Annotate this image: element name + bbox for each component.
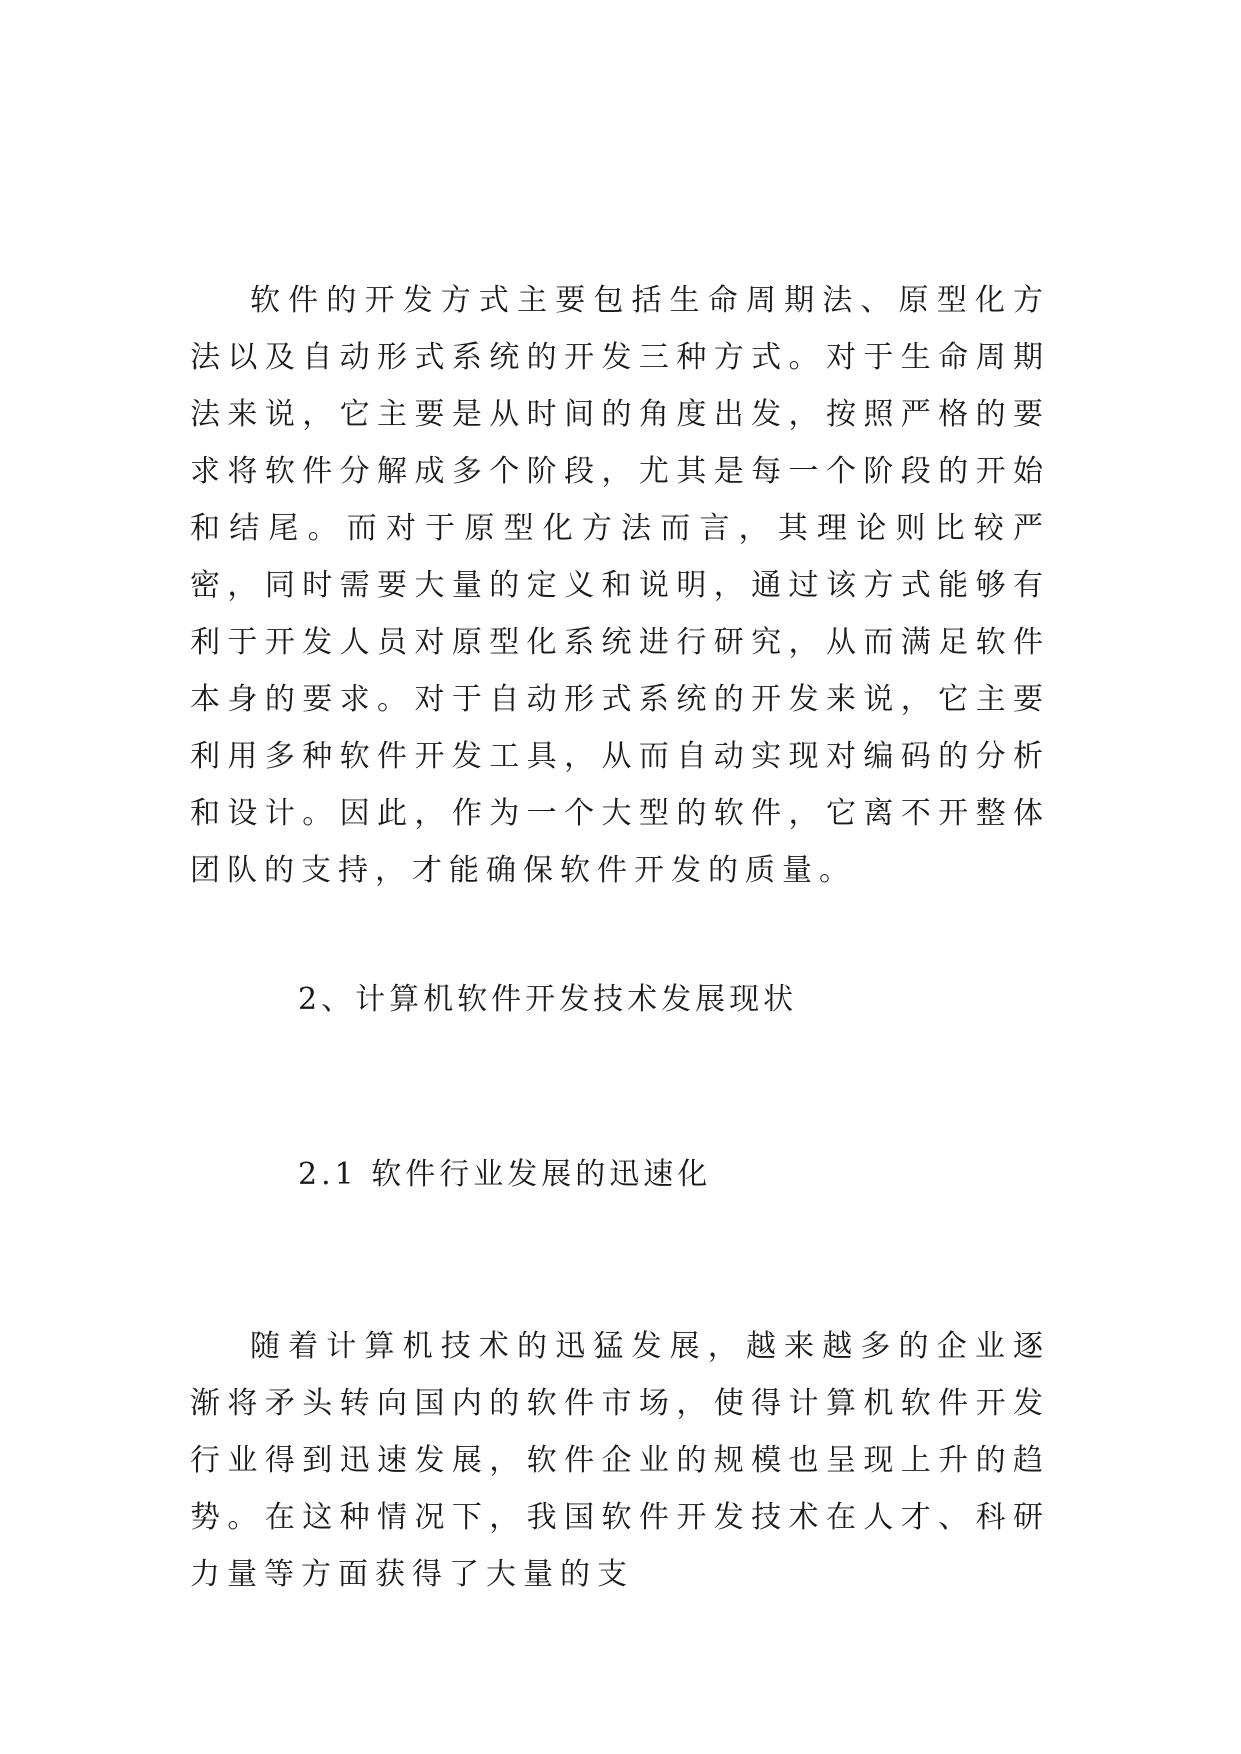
paragraph-development-methods: 软件的开发方式主要包括生命周期法、原型化方法以及自动形式系统的开发三种方式。对于生命周期法来说，它主要是从时间的角度出发，按照严格的要求将软件分解成多个阶段，尤其是每一个阶段的开始和结尾。而对于原型化方法而言，其理论则比较严密，同时需要大量的定义和说明，通过该方式能够有利于开发人员对原型化系统进行研究，从而满足软件本身的要求。对于自动形式系统的开发来说，它主要利用多种软件开发工具，从而自动实现对编码的分析和设计。因此，作为一个大型的软件，它离不开整体团队的支持，才能确保软件开发的质量。 — [190, 283, 1050, 888]
paragraph-industry-growth: 随着计算机技术的迅猛发展，越来越多的企业逐渐将矛头转向国内的软件市场，使得计算机软件开发行业得到迅速发展，软件企业的规模也呈现上升的趋势。在这种情况下，我国软件开发技术在人才、科研力量等方面获得了大量的支 — [190, 1329, 1050, 1592]
section-heading: 2、计算机软件开发技术发展现状 — [298, 982, 798, 1017]
subsection-heading: 2.1 软件行业发展的迅速化 — [298, 1157, 712, 1192]
